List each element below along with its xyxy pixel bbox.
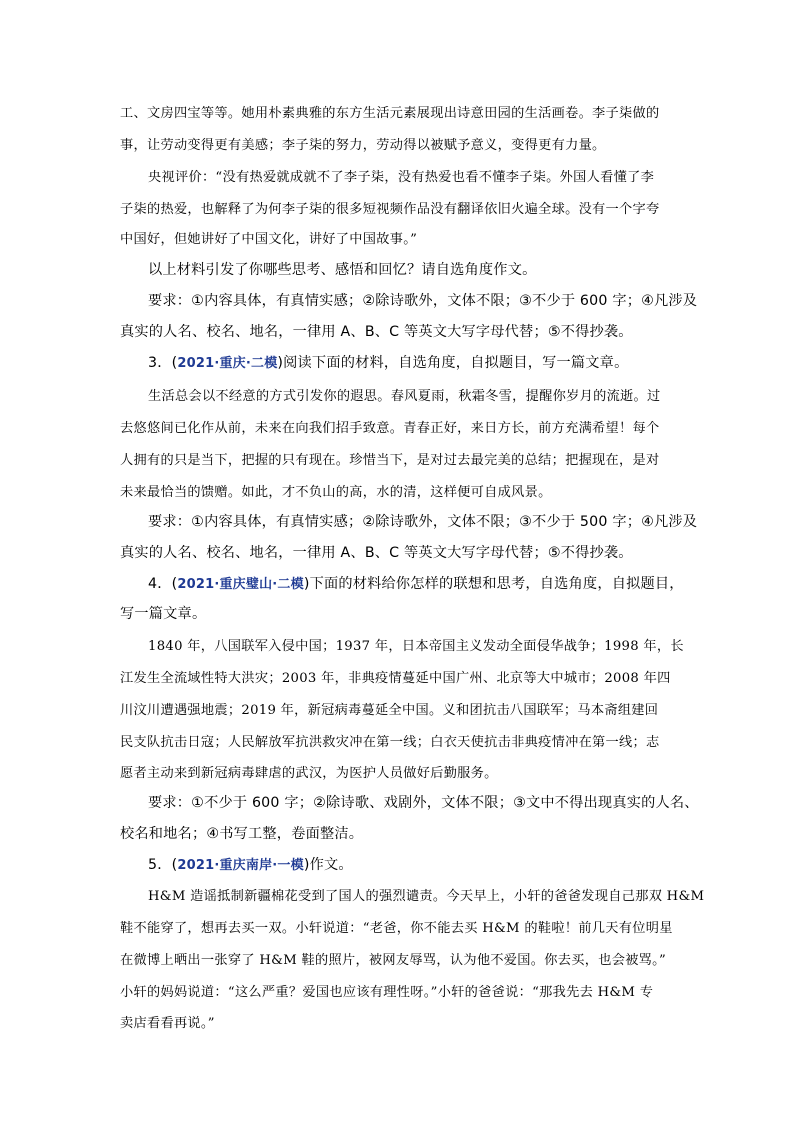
question-source: 2021·重庆·二模 (177, 356, 278, 371)
text-line: 真实的人名、校名、地名，一律用 A、B、C 等英文大写字母代替；⑤不得抄袭。 (120, 545, 633, 561)
question-prompt: )下面的材料给你怎样的联想和思考，自选角度，自拟题目， (303, 576, 684, 592)
text-line: 人拥有的只是当下，把握的只有现在。珍惜当下，是对过去最完美的总结；把握现在，是对 (120, 453, 660, 468)
text-line: 鞋不能穿了，想再去买一双。小轩说道：“老爸，你不能去买 H&M 的鞋啦！前几天有位明星 (120, 921, 673, 936)
text-line: 未来最恰当的馈赠。如此，才不负山的高，水的清，这样便可自成风景。 (120, 485, 552, 500)
question-heading (148, 352, 708, 372)
text-line: 事，让劳动变得更有美感；李子柒的努力，劳动得以被赋予意义，变得更有力量。 (120, 138, 606, 153)
text-line: 校名和地名；④书写工整，卷面整洁。 (120, 826, 364, 842)
question-prompt: )阅读下面的材料，自选角度，自拟题目，写一篇文章。 (277, 355, 629, 371)
text-line: 央视评价：“没有热爱就成就不了李子柒，没有热爱也看不懂李子柒。外国人看懂了李 (148, 170, 655, 185)
question-heading (148, 573, 708, 593)
text-line: 川汶川遭遇强地震；2019 年，新冠病毒蔓延全中国。义和团抗击八国联军；马本斋组建回 (120, 703, 659, 718)
text-line: 小轩的妈妈说道：“这么严重？爱国也应该有理性呀。”小轩的爸爸说：“那我先去 H&M 专 (120, 985, 654, 1000)
text-line: 工、文房四宝等等。她用朴素典雅的东方生活元素展现出诗意田园的生活画卷。李子柒做的 (120, 106, 660, 121)
text-line: 要求：①内容具体，有真情实感；②除诗歌外，文体不限；③不少于 500 字；④凡涉及 (148, 514, 698, 530)
text-line: 卖店看看再说。” (120, 1016, 215, 1031)
question-source: 2021·重庆璧山·二模 (177, 577, 304, 592)
text-line: 愿者主动来到新冠病毒肆虐的武汉，为医护人员做好后勤服务。 (120, 766, 498, 781)
text-line: 以上材料引发了你哪些思考、感悟和回忆？请自选角度作文。 (148, 262, 537, 278)
text-line: 要求：①不少于 600 字；②除诗歌、戏剧外，文体不限；③文中不得出现真实的人名、 (148, 795, 699, 811)
text-line: 写一篇文章。 (120, 606, 207, 622)
question-source: 2021·重庆南岸·一模 (177, 858, 304, 873)
text-line: 1840 年，八国联军入侵中国；1937 年，日本帝国主义发动全面侵华战争；1998 年，长 (148, 639, 684, 654)
text-line: 江发生全流域性特大洪灾；2003 年，非典疫情蔓延中国广州、北京等大中城市；2008 年四 (120, 671, 671, 686)
question-heading (148, 854, 708, 874)
text-line: 子柒的热爱，也解释了为何李子柒的很多短视频作品没有翻译依旧火遍全球。没有一个字夸 (120, 202, 660, 217)
question-number: 4．( (148, 576, 178, 592)
text-line: 要求：①内容具体，有真情实感；②除诗歌外，文体不限；③不少于 600 字；④凡涉及 (148, 293, 698, 309)
text-line: 去悠悠间已化作从前，未来在向我们招手致意。青春正好，来日方长，前方充满希望！每个 (120, 421, 660, 436)
text-line: H&M 造谣抵制新疆棉花受到了国人的强烈谴责。今天早上，小轩的爸爸发现自己那双 H&M (148, 889, 705, 904)
question-number: 3．( (148, 355, 178, 371)
text-line: 中国好，但她讲好了中国文化，讲好了中国故事。” (120, 232, 418, 247)
text-line: 真实的人名、校名、地名，一律用 A、B、C 等英文大写字母代替；⑤不得抄袭。 (120, 324, 633, 340)
question-number: 5．( (148, 857, 178, 873)
question-prompt: )作文。 (303, 857, 353, 873)
text-line: 在微博上晒出一张穿了 H&M 鞋的照片，被网友辱骂，认为他不爱国。你去买，也会被骂。” (120, 953, 667, 968)
text-line: 生活总会以不经意的方式引发你的遐思。春风夏雨，秋霜冬雪，提醒你岁月的流逝。过 (148, 389, 661, 404)
text-line: 民支队抗击日寇；人民解放军抗洪救灾冲在第一线；白衣天使抗击非典疫情冲在第一线；志 (120, 735, 660, 750)
